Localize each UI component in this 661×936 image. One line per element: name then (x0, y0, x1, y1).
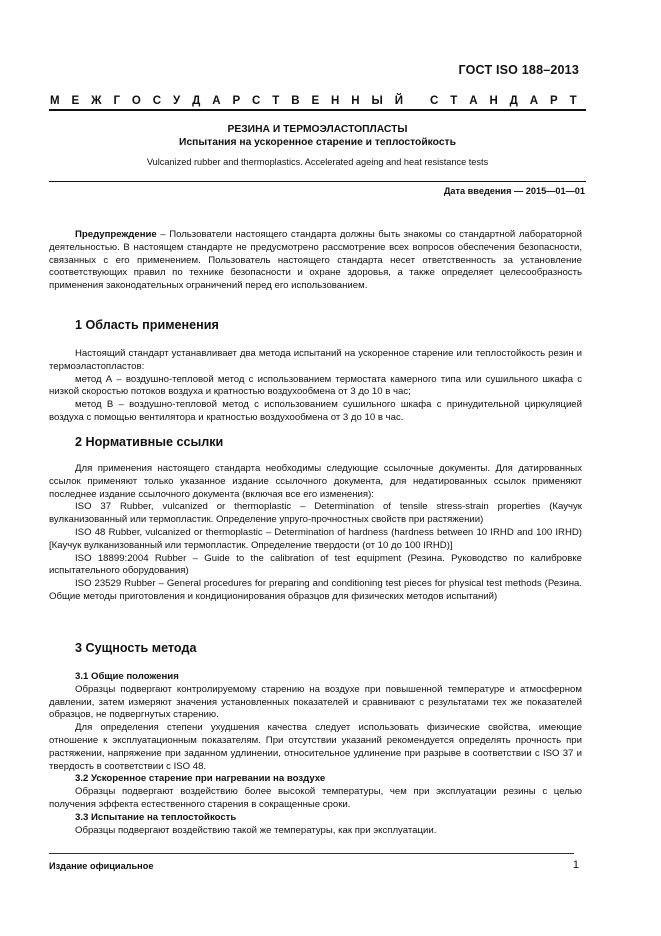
banner-letter: Т (450, 95, 458, 107)
section-3-heading: 3 Сущность метода (75, 641, 197, 655)
section-2-body (49, 463, 582, 604)
banner-letter: А (469, 95, 478, 107)
banner-letter: С (430, 95, 439, 107)
banner-letter: Р (232, 95, 241, 107)
title-line-1: РЕЗИНА И ТЕРМОЭЛАСТОПЛАСТЫ (227, 124, 408, 135)
banner-letter: А (212, 95, 221, 107)
paragraph: Образцы подвергают воздействию более высокой температуры, чем при эксплуатации резины с целью получения эффекта естественного старения в сокращенные сроки. (49, 786, 582, 810)
header-rule (49, 109, 586, 111)
banner-letter: Ж (91, 95, 102, 107)
warning-label: Предупреждение (75, 229, 157, 240)
banner-letter: Е (71, 95, 80, 107)
banner-letter: Н (351, 95, 360, 107)
banner-letter: О (131, 95, 141, 107)
paragraph: Образцы подвергают воздействию такой же температуры, как при эксплуатации. (75, 824, 437, 836)
paragraph: Настоящий стандарт устанавливает два метода испытаний на ускоренное старение или теплостойкость резин и термоэластопластов: (49, 348, 582, 372)
section-1-body (49, 348, 582, 425)
subsection-3-1-heading: 3.1 Общие положения (75, 671, 179, 682)
introduction-date: Дата введения — 2015—01—01 (443, 186, 585, 196)
paragraph: Для определения степени ухудшения качества следует использовать физические свойства, имеющие отношение к эксплуатационным показателям. При отсутствии указаний рекомендуется определять прочность при растяжении, напряжение при заданном удлинении, относительное удлинение при разрыве в соответствии с ISO 37 и твердость в соответствии с ISO 48. (49, 722, 582, 772)
section-1-heading: 1 Область применения (75, 318, 219, 332)
section-2-heading: 2 Нормативные ссылки (75, 435, 224, 449)
title-line-2: Испытания на ускоренное старение и теплостойкость (179, 137, 456, 148)
banner-letter (415, 95, 418, 107)
subsection-3-2-heading: 3.2 Ускоренное старение при нагревании на воздухе (75, 773, 326, 785)
warning-text: – Пользователи настоящего стандарта должны быть знакомы со стандартной лабораторной деятельностью. В настоящем стандарте не предусмотрено рассмотрение всех вопросов обеспечения безопасности, связанных с его применением. Пользователь настоящего стандарта несет ответственность за установление соответствующих правил по технике безопасности и охране здоровья, а также определяет целесообразность применения законодательных ограничений перед его использованием. (49, 229, 582, 292)
banner-letter: У (173, 95, 181, 107)
paragraph: метод А – воздушно-тепловой метод с использованием термостата камерного типа или сушильного шкафа с низкой скоростью потоков воздуха и кратностью воздухообмена от 3 до 10 в час; (49, 373, 582, 398)
title-english: Vulcanized rubber and thermoplastics. Accelerated ageing and heat resistance tests (146, 157, 489, 167)
banner-letter: Р (550, 95, 558, 107)
banner-letter: Ы (371, 95, 383, 107)
banner-letter: Д (509, 95, 518, 107)
edition-label: Издание официальное (49, 861, 154, 871)
banner-letter: В (291, 95, 300, 107)
section-3-body (49, 671, 582, 837)
title-rule (49, 181, 586, 182)
banner-letter: Г (113, 95, 120, 107)
document-code: ГОСТ ISO 188–2013 (458, 63, 579, 77)
banner-letter: М (50, 95, 60, 107)
banner-letter: А (529, 95, 539, 107)
banner-letter: Н (489, 95, 498, 107)
banner-letter: Е (311, 95, 320, 107)
paragraph: Для применения настоящего стандарта необходимы следующие ссылочные документы. Для датированных ссылок применяют только указанное издание ссылочного документа, для недатированных ссылок применяют последнее издание ссылочного документа (включая все его изменения): (49, 463, 582, 500)
banner-letter: Т (569, 95, 577, 107)
banner-letter: Д (192, 95, 201, 107)
paragraph: Образцы подвергают контролируемому старению на воздухе при повышенной температуре и атмосферном давлении, затем измеряют значения установленных показателей и сравнивают с результатами тех же показателей образцов, не подвергнутых старению. (49, 683, 582, 721)
reference-item: ISO 23529 Rubber – General procedures for preparing and conditioning test pieces for physical test methods (Резина. Общие методы приготовления и кондиционирования образцов для физических методов испытаний) (49, 578, 582, 602)
reference-item: ISO 37 Rubber, vulcanized or thermoplastic – Determination of tensile stress-strain properties (Каучук вулканизованный или термопластик. Определение упруго-прочностных свойств при растяжении) (49, 501, 582, 526)
interstate-standard-banner (50, 95, 577, 107)
reference-item: ISO 48 Rubber, vulcanized or thermoplastic – Determination of hardness (hardness between 10 IRHD and 100 IRHD) [Каучук вулканизованный или термопластик. Определение твердости (от 10 до 100 IRHD)] (49, 526, 582, 551)
banner-letter: Н (331, 95, 340, 107)
subsection-3-3-heading: 3.3 Испытание на теплостойкость (75, 811, 237, 823)
reference-item: ISO 18899:2004 Rubber – Guide to the calibration of test equipment (Резина. Руководство по калибровке испытательного оборудования) (49, 552, 582, 577)
banner-letter: Й (394, 95, 403, 107)
banner-letter: С (152, 95, 162, 107)
paragraph: метод В – воздушно-тепловой метод с использованием сушильного шкафа с принудительной циркуляцией воздуха с помощью вентилятора и кратностью воздухообмена от 3 до 10 в час. (49, 399, 582, 423)
banner-letter: С (252, 95, 261, 107)
banner-letter: Т (272, 95, 280, 107)
page-number: 1 (572, 859, 579, 871)
footer-rule (49, 853, 574, 854)
warning-block (49, 229, 582, 293)
